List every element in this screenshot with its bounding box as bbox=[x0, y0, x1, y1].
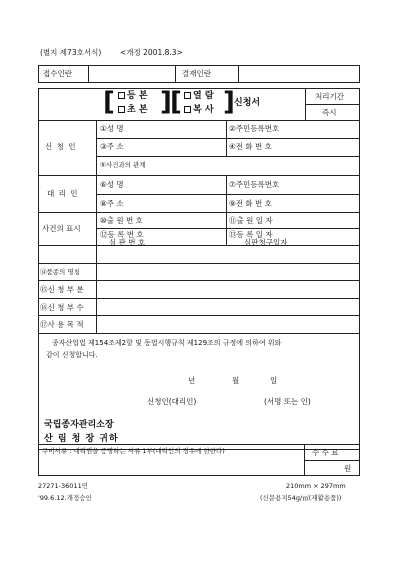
bracket-close-left: ] bbox=[160, 87, 172, 117]
applicant-address-label: ③주 소 bbox=[100, 142, 124, 151]
statement-line-2: 같이 신청합니다. bbox=[46, 351, 98, 359]
date-year-label: 년 bbox=[188, 376, 196, 385]
signer-label: 신청인(대리인) bbox=[147, 397, 197, 406]
variety-name-label: ⑭품종의 명칭 bbox=[40, 268, 80, 276]
attachment-note: 구비서류 : 대리권을 증명하는 서류 1부(대리인의 경우에 한한다) bbox=[42, 447, 225, 455]
checkbox-icon[interactable] bbox=[184, 92, 191, 99]
request-part-label: ⑮신 청 부 분 bbox=[40, 285, 84, 294]
recipient-line-1: 국립종자관리소장 bbox=[44, 420, 114, 430]
paper-size: 210mm × 297mm bbox=[286, 482, 346, 490]
option-inspection[interactable]: 열 람 bbox=[184, 92, 214, 101]
checkbox-icon[interactable] bbox=[118, 106, 125, 113]
applicant-reg-no-label: ②주민등록번호 bbox=[229, 124, 280, 133]
checkbox-icon[interactable] bbox=[118, 92, 125, 99]
recipient-line-2: 산 림 청 장 귀하 bbox=[44, 434, 119, 444]
signature-note: (서명 또는 인) bbox=[264, 397, 311, 406]
form-code: 27271-36011민 bbox=[38, 482, 88, 490]
purpose-label: ⑰사 용 목 적 bbox=[40, 320, 84, 329]
registration-no-label: ⑫등 록 번 호 bbox=[100, 230, 144, 239]
form-revision: <개정 2001.8.3> bbox=[120, 48, 183, 57]
date-month-label: 월 bbox=[232, 376, 240, 385]
fee-unit: 원 bbox=[344, 464, 352, 473]
agent-phone-label: ⑨전 화 번 호 bbox=[229, 199, 272, 208]
agent-address-label: ⑧주 소 bbox=[100, 199, 124, 208]
application-no-label: ⑩출 원 번 호 bbox=[100, 216, 143, 225]
paper-spec: (신문용지54g/㎡(재활용품)) bbox=[260, 494, 342, 502]
approval-label: 결재인란 bbox=[182, 69, 211, 78]
processing-period-value: 즉시 bbox=[322, 108, 337, 117]
form-title-suffix: 신청서 bbox=[234, 98, 261, 108]
bracket-close-right: ] bbox=[223, 87, 235, 117]
application-date-label: ⑪출 원 일 자 bbox=[229, 216, 273, 225]
receipt-date-label: 접수인란 bbox=[43, 69, 72, 78]
bracket-open-left: [ bbox=[103, 87, 115, 117]
applicant-section-label: 신 청 인 bbox=[45, 142, 77, 151]
fee-label: 수 수 료 bbox=[312, 448, 339, 457]
case-section-label: 사건의 표시 bbox=[42, 224, 81, 233]
approval-note: '99.6.12.개정승인 bbox=[38, 494, 92, 502]
trial-request-date-label: 심판청구일자 bbox=[244, 238, 288, 247]
checkbox-icon[interactable] bbox=[184, 106, 191, 113]
option-copy[interactable]: 복 사 bbox=[184, 106, 214, 115]
applicant-phone-label: ④전 화 번 호 bbox=[229, 142, 272, 151]
agent-name-label: ⑥성 명 bbox=[100, 180, 124, 189]
processing-period-label: 처리기간 bbox=[315, 92, 344, 101]
agent-reg-no-label: ⑦주민등록번호 bbox=[229, 180, 280, 189]
trial-no-label: 심 판 번 호 bbox=[109, 238, 146, 247]
option-abstract[interactable]: 초 본 bbox=[118, 106, 148, 115]
applicant-name-label: ①성 명 bbox=[100, 124, 124, 133]
registration-date-label: ⑬등 록 일 자 bbox=[229, 230, 273, 239]
form-number: (별지 제73호서식) bbox=[40, 48, 102, 57]
request-count-label: ⑯신 청 부 수 bbox=[40, 303, 84, 312]
statement-line-1: 종자산업법 제154조제2항 및 동법시행규칙 제129조의 규정에 의하여 위와 bbox=[52, 339, 282, 347]
bracket-open-right: [ bbox=[170, 87, 182, 117]
date-day-label: 일 bbox=[270, 376, 278, 385]
option-certified-copy[interactable]: 등 본 bbox=[118, 92, 148, 101]
applicant-relation-label: ⑤사건과의 관계 bbox=[100, 161, 146, 169]
application-form-table bbox=[38, 88, 360, 450]
agent-section-label: 대 리 인 bbox=[47, 189, 79, 198]
